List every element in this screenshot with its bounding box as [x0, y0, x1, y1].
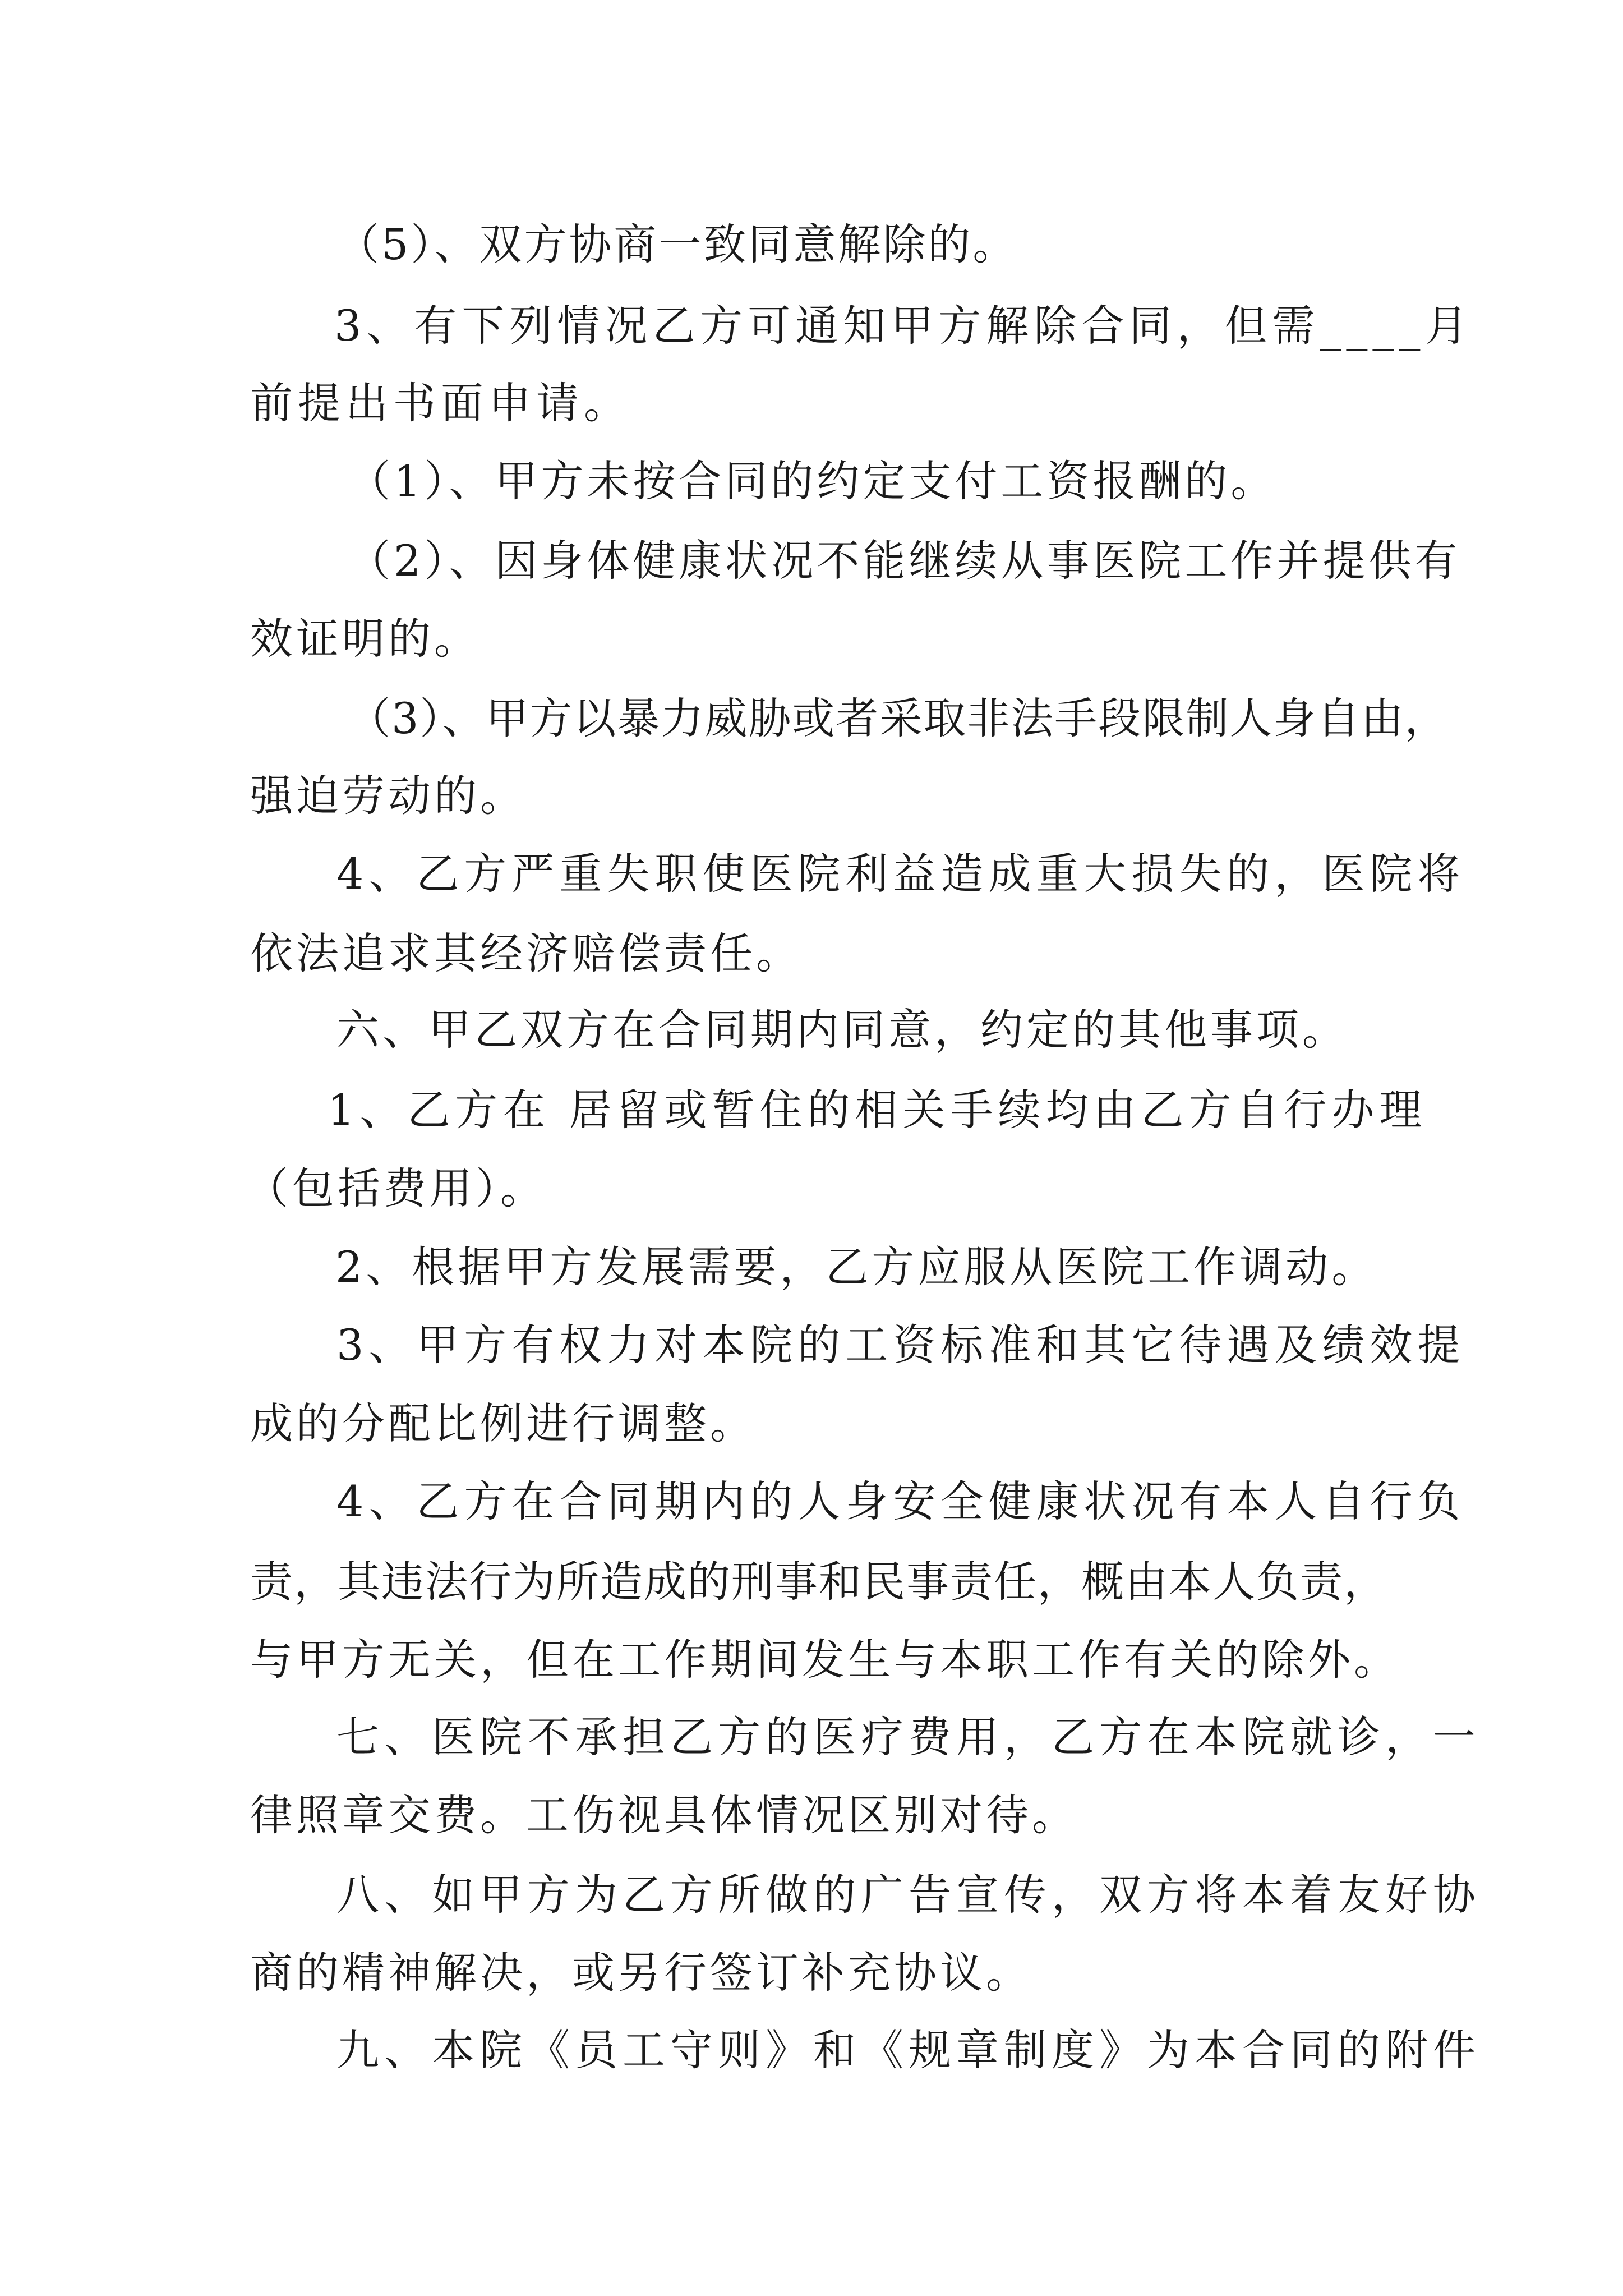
section-7-line-2: 律照章交费。工伤视具体情况区别对待。	[250, 1790, 1078, 1840]
clause-6-4-line-2: 责，其违法行为所造成的刑事和民事责任，概由本人负责，	[250, 1557, 1387, 1607]
clause-6-3-line-1: 3、甲方有权力对本院的工资标准和其它待遇及绩效提	[336, 1320, 1465, 1370]
clause-5-4-line-1: 4、乙方严重失职使医院利益造成重大损失的，医院将	[336, 849, 1465, 899]
clause-5-3-2-line-2: 效证明的。	[250, 614, 480, 664]
section-8-line-1: 八、如甲方为乙方所做的广告宣传，双方将本着友好协	[336, 1870, 1481, 1920]
clause-6-1-line-1: 1、乙方在 居留或暂住的相关手续均由乙方自行办理	[328, 1085, 1427, 1135]
clause-5-3-line-1: 3、有下列情况乙方可通知甲方解除合同，但需____月	[334, 301, 1473, 351]
clause-5-3-1-line: （1）、甲方未按合同的约定支付工资报酬的。	[348, 456, 1277, 506]
clause-5-4-line-2: 依法追求其经济赔偿责任。	[250, 928, 802, 978]
section-6-heading: 六、甲乙双方在合同期内同意，约定的其他事项。	[336, 1005, 1348, 1055]
clause-5-3-3-line-1: （3）、甲方以暴力威胁或者采取非法手段限制人身自由，	[348, 693, 1449, 743]
clause-6-4-line-3: 与甲方无关，但在工作期间发生与本职工作有关的除外。	[250, 1635, 1400, 1685]
clause-5-3-line-2: 前提出书面申请。	[250, 378, 631, 428]
section-9-line-1: 九、本院《员工守则》和《规章制度》为本合同的附件	[336, 2025, 1481, 2075]
clause-6-2-line: 2、根据甲方发展需要，乙方应服从医院工作调动。	[335, 1242, 1378, 1292]
section-8-line-2: 商的精神解决，或另行签订补充协议。	[250, 1948, 1032, 1998]
section-7-line-1: 七、医院不承担乙方的医疗费用，乙方在本院就诊，一	[336, 1712, 1481, 1762]
clause-6-3-line-2: 成的分配比例进行调整。	[250, 1398, 756, 1448]
clause-5-5-line: （5）、双方协商一致同意解除的。	[336, 219, 1018, 269]
clause-6-1-line-2: （包括费用）。	[246, 1163, 546, 1213]
clause-6-4-line-1: 4、乙方在合同期内的人身安全健康状况有本人自行负	[336, 1476, 1465, 1526]
clause-5-3-2-line-1: （2）、因身体健康状况不能继续从事医院工作并提供有	[348, 536, 1461, 586]
clause-5-3-3-line-2: 强迫劳动的。	[250, 771, 526, 821]
